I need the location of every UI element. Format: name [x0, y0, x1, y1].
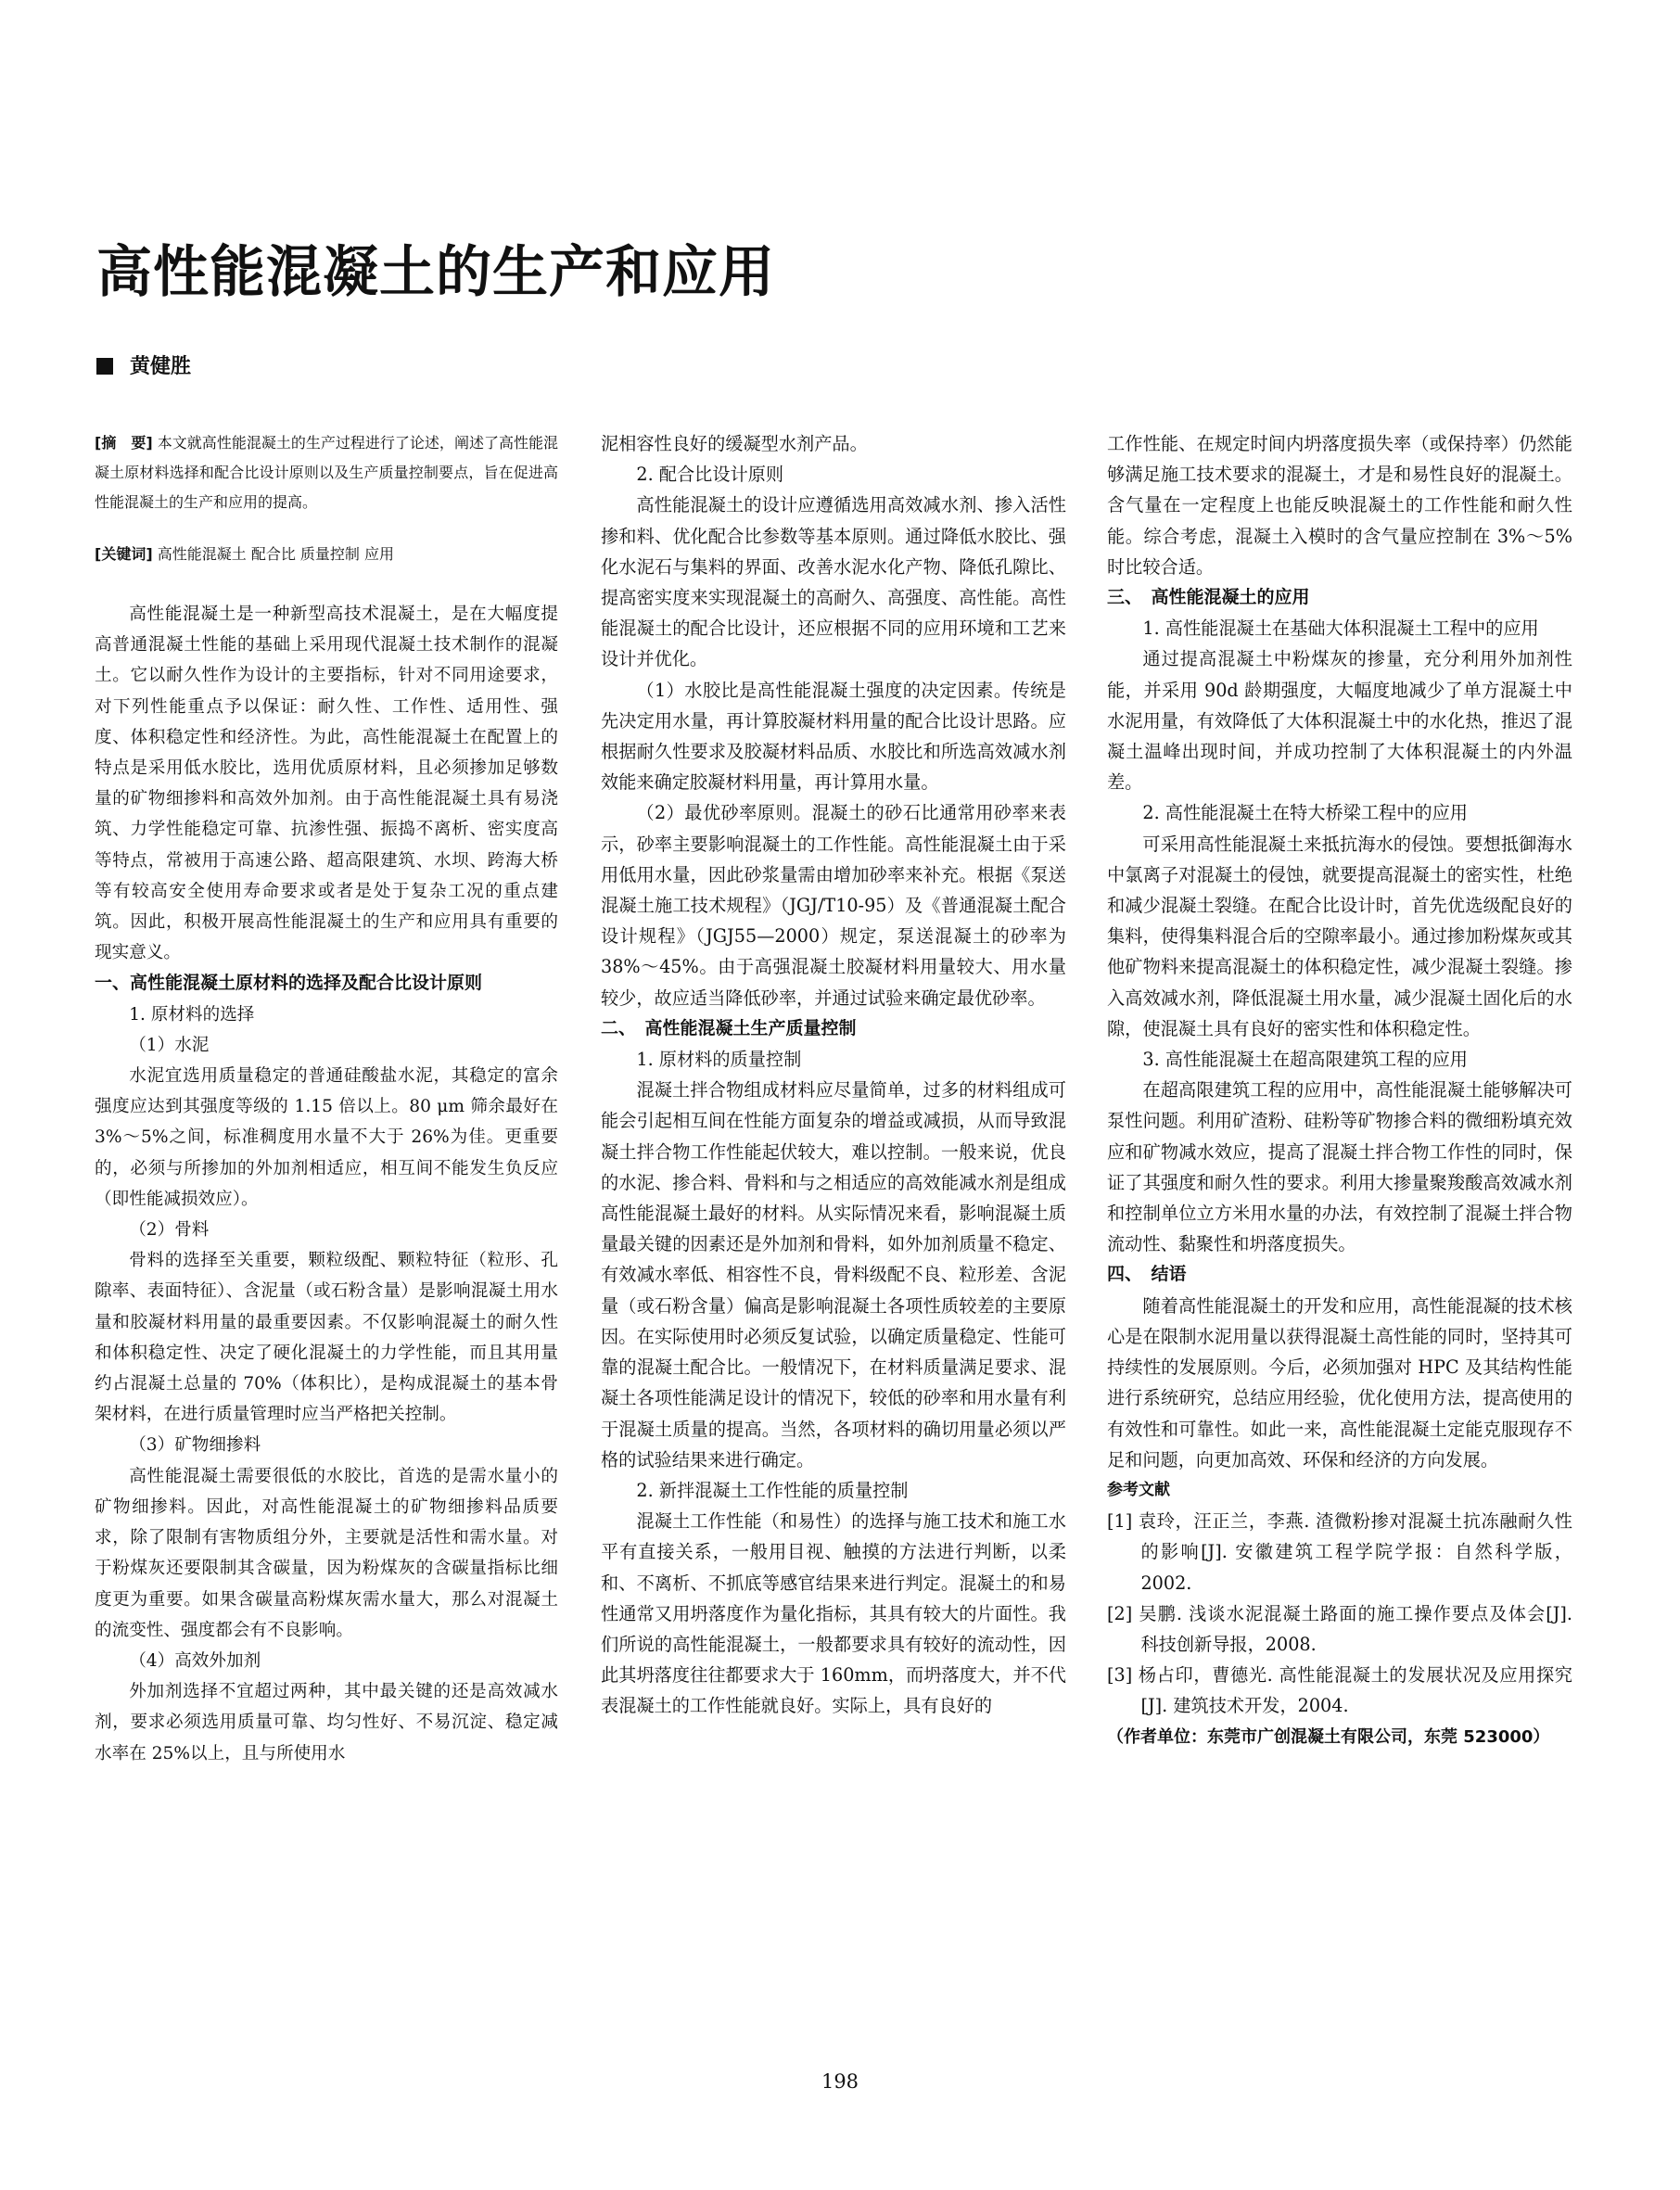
- section-heading-1: 一、高性能混凝土原材料的选择及配合比设计原则: [95, 973, 483, 994]
- subsection-bridge: 2. 高性能混凝土在特大桥梁工程中的应用: [1142, 802, 1468, 824]
- paragraph-design: 高性能混凝土的设计应遵循选用高效减水剂、掺入活性掺和料、优化配合比参数等基本原则。通过降低水胶比、强化水泥石与集料的界面、改善水泥水化产物、降低孔隙比、提高密实度来实现混凝土的高耐久、高强度、高性能。高性能混凝土的配合比设计，还应根据不同的应用环境和工艺来设计并优化。: [601, 494, 1066, 670]
- paragraph-continued: 工作性能、在规定时间内坍落度损失率（或保持率）仍然能够满足施工技术要求的混凝土，才是和易性良好的混凝土。含气量在一定程度上也能反映混凝土的工作性能和耐久性能。综合考虑，混凝土入模时的含气量应控制在 3%～5%时比较合适。: [1107, 433, 1572, 578]
- subsection-workability: 2. 新拌混凝土工作性能的质量控制: [636, 1479, 909, 1501]
- page-number: 198: [821, 2070, 859, 2093]
- subsection-quality-control: 1. 原材料的质量控制: [636, 1049, 802, 1071]
- column-2: [601, 428, 1066, 1722]
- reference-item: [1] 袁玲，汪正兰，李燕. 渣微粉掺对混凝土抗冻融耐久性的影响[J]. 安徽建筑工程学院学报：自然科学版，2002.: [1107, 1510, 1572, 1594]
- intro-paragraph: 高性能混凝土是一种新型高技术混凝土，是在大幅度提高普通混凝土性能的基础上采用现代混凝土技术制作的混凝土。它以耐久性作为设计的主要指标，针对不同用途要求，对下列性能重点予以保证：耐久性、工作性、适用性、强度、体积稳定性和经济性。为此，高性能混凝土在配置上的特点是采用低水胶比，选用优质原材料，且必须掺加足够数量的矿物细掺料和高效外加剂。由于高性能混凝土具有易浇筑、力学性能稳定可靠、抗渗性强、振捣不离析、密实度高等特点，常被用于高速公路、超高限建筑、水坝、跨海大桥等有较高安全使用寿命要求或者是处于复杂工况的重点建筑。因此，积极开展高性能混凝土的生产和应用具有重要的现实意义。: [95, 605, 558, 963]
- reference-item: [2] 吴鹏. 浅谈水泥混凝土路面的施工操作要点及体会[J]. 科技创新导报，2008.: [1107, 1602, 1572, 1655]
- column-3: [1107, 428, 1572, 1752]
- references-heading: 参考文献: [1107, 1480, 1170, 1499]
- section-heading-2: 二、 高性能混凝土生产质量控制: [601, 1017, 857, 1038]
- subsection-tall-building: 3. 高性能混凝土在超高限建筑工程的应用: [1142, 1049, 1468, 1071]
- paragraph-bridge: 可采用高性能混凝土来抵抗海水的侵蚀。要想抵御海水中氯离子对混凝土的侵蚀，就要提高混凝土的密实性，杜绝和减少混凝土裂缝。在配合比设计时，首先优选级配良好的集料，使得集料混合后的空隙率最小。通过掺加粉煤灰或其他矿物料来提高混凝土的体积稳定性，减少混凝土裂缝。掺入高效减水剂，降低混凝土用水量，减少混凝土固化后的水隙，使混凝土具有良好的密实性和体积稳定性。: [1107, 833, 1572, 1039]
- square-bullet-icon: [96, 358, 113, 375]
- keywords: [95, 540, 558, 569]
- abstract-text: 本文就高性能混凝土的生产过程进行了论述，阐述了高性能混凝土原材料选择和配合比设计原则以及生产质量控制要点，旨在促进高性能混凝土的生产和应用的提高。: [95, 434, 558, 511]
- keywords-label: [关键词]: [95, 545, 153, 563]
- abstract: [95, 428, 558, 517]
- paragraph-cement: 水泥宜选用质量稳定的普通硅酸盐水泥，其稳定的富余强度应达到其强度等级的 1.15 倍以上。80 μm 筛余最好在 3%～5%之间，标准稠度用水量不大于 26%为佳。更重要的，必须与所掺加的外加剂相适应，相互间不能发生负反应（即性能减损效应）。: [95, 1066, 558, 1209]
- paragraph-mass-concrete: 通过提高混凝土中粉煤灰的掺量，充分利用外加剂性能，并采用 90d 龄期强度，大幅度地减少了单方混凝土中水泥用量，有效降低了大体积混凝土中的水化热，推迟了混凝土温峰出现时间，并成功控制了大体积混凝土的内外温差。: [1107, 648, 1572, 794]
- author-affiliation: （作者单位：东莞市广创混凝土有限公司，东莞 523000）: [1107, 1726, 1550, 1747]
- author-line: [96, 350, 191, 379]
- item-admixture: （4）高效外加剂: [129, 1650, 261, 1671]
- reference-item: [3] 杨占印，曹德光. 高性能混凝土的发展状况及应用探究[J]. 建筑技术开发，2004.: [1107, 1664, 1572, 1717]
- paragraph-water-binder: （1）水胶比是高性能混凝土强度的决定因素。传统是先决定用水量，再计算胶凝材料用量的配合比设计思路。应根据耐久性要求及胶凝材料品质、水胶比和所选高效减水剂效能来确定胶凝材料用量，再计算用水量。: [601, 679, 1066, 794]
- author-name: 黄健胜: [130, 355, 192, 378]
- keywords-text: 高性能混凝土 配合比 质量控制 应用: [157, 545, 394, 563]
- section-heading-4: 四、 结语: [1107, 1264, 1187, 1285]
- paragraph-mineral: 高性能混凝土需要很低的水胶比，首选的是需水量小的矿物细掺料。因此，对高性能混凝土的矿物细掺料品质要求，除了限制有害物质组分外，主要就是活性和需水量。对于粉煤灰还要限制其含碳量，因为粉煤灰的含碳量指标比细度更为重要。如果含碳量高粉煤灰需水量大，那么对混凝土的流变性、强度都会有不良影响。: [95, 1466, 558, 1640]
- paragraph-conclusion: 随着高性能混凝土的开发和应用，高性能混凝的技术核心是在限制水泥用量以获得混凝土高性能的同时，坚持其可持续性的发展原则。今后，必须加强对 HPC 及其结构性能进行系统研究，总结应用经验，优化使用方法，提高使用的有效性和可靠性。如此一来，高性能混凝土定能克服现存不足和问题，向更加高效、环保和经济的方向发展。: [1107, 1294, 1572, 1471]
- item-mineral: （3）矿物细掺料: [129, 1435, 261, 1456]
- paragraph-tall-building: 在超高限建筑工程的应用中，高性能混凝土能够解决可泵性问题。利用矿渣粉、硅粉等矿物掺合料的微细粉填充效应和矿物减水效应，提高了混凝土拌合物工作性的同时，保证了其强度和耐久性的要求。利用大掺量聚羧酸高效减水剂和控制单位立方米用水量的办法，有效控制了混凝土拌合物流动性、黏聚性和坍落度损失。: [1107, 1079, 1572, 1255]
- paragraph-quality-control: 混凝土拌合物组成材料应尽量简单，过多的材料组成可能会引起相互间在性能方面复杂的增益或减损，从而导致混凝土拌合物工作性能起伏较大，难以控制。一般来说，优良的水泥、掺合料、骨料和与之相适应的高效能减水剂是组成高性能混凝土最好的材料。从实际情况来看，影响混凝土质量最关键的因素还是外加剂和骨料，如外加剂质量不稳定、有效减水率低、相容性不良，骨料级配不良、粒形差、含泥量（或石粉含量）偏高是影响混凝土各项性质较差的主要原因。在实际使用时必须反复试验，以确定质量稳定、性能可靠的混凝土配合比。一般情况下，在材料质量满足要求、混凝土各项性能满足设计的情况下，较低的砂率和用水量有利于混凝土质量的提高。当然，各项材料的确切用量必须以严格的试验结果来进行确定。: [601, 1079, 1066, 1471]
- column-1: [95, 428, 558, 1769]
- paragraph-aggregate: 骨料的选择至关重要，颗粒级配、颗粒特征（粒形、孔隙率、表面特征）、含泥量（或石粉含量）是影响混凝土用水量和胶凝材料用量的最重要因素。不仅影响混凝土的耐久性和体积稳定性、决定了硬化混凝土的力学性能，而且其用量约占混凝土总量的 70%（体积比），是构成混凝土的基本骨架材料，在进行质量管理时应当严格把关控制。: [95, 1251, 558, 1425]
- item-aggregate: （2）骨料: [129, 1220, 210, 1241]
- paragraph-workability: 混凝土工作性能（和易性）的选择与施工技术和施工水平有直接关系，一般用目视、触摸的方法进行判断，以柔和、不离析、不抓底等感官结果来进行判定。混凝土的和易性通常又用坍落度作为量化指标，其具有较大的片面性。我们所说的高性能混凝土，一般都要求具有较好的流动性，因此其坍落度往往都要求大于 160mm，而坍落度大，并不代表混凝土的工作性能就良好。实际上，具有良好的: [601, 1510, 1066, 1717]
- subsection-raw-materials: 1. 原材料的选择: [129, 1004, 255, 1025]
- section-heading-3: 三、 高性能混凝土的应用: [1107, 587, 1310, 608]
- subsection-mass-concrete: 1. 高性能混凝土在基础大体积混凝土工程中的应用: [1142, 618, 1539, 640]
- abstract-label: [摘 要]: [95, 434, 153, 452]
- paragraph-admixture: 外加剂选择不宜超过两种，其中最关键的还是高效减水剂，要求必须选用质量可靠、均匀性好、不易沉淀、稳定减水率在 25%以上，且与所使用水: [95, 1682, 558, 1763]
- item-cement: （1）水泥: [129, 1035, 210, 1055]
- paragraph-continued: 泥相容性良好的缓凝型水剂产品。: [601, 433, 868, 454]
- article-title: 高性能混凝土的生产和应用: [96, 240, 775, 305]
- subsection-mix-design: 2. 配合比设计原则: [636, 464, 784, 486]
- paragraph-sand-ratio: （2）最优砂率原则。混凝土的砂石比通常用砂率来表示，砂率主要影响混凝土的工作性能。高性能混凝土由于采用低用水量，因此砂浆量需由增加砂率来补充。根据《泵送混凝土施工技术规程》（JGJ/T10-95）及《普通混凝土配合设计规程》（JGJ55—2000）规定，泵送混凝土的砂率为 38%～45%。由于高强混凝土胶凝材料用量较大、用水量较少，故应适当降低砂率，并通过试验来确定最优砂率。: [601, 802, 1066, 1009]
